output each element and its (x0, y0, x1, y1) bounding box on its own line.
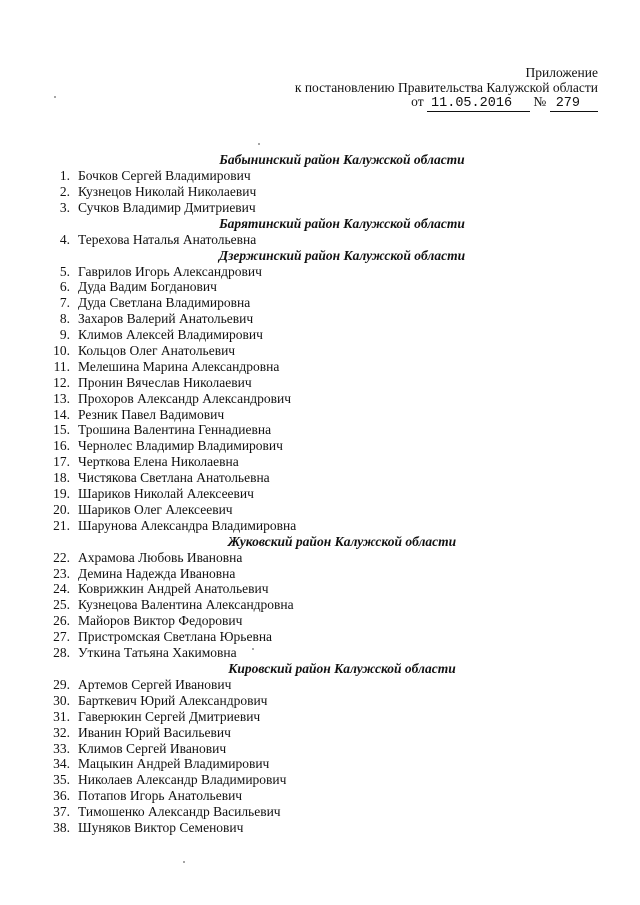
item-number: 12. (53, 374, 70, 390)
item-number: 18. (53, 470, 70, 486)
person-name: Климов Сергей Иванович (78, 740, 227, 756)
item-number: 23. (53, 565, 70, 581)
list-item (0, 550, 640, 566)
list-item (0, 502, 640, 518)
list-item (0, 454, 640, 470)
person-name: Гаврилов Игорь Александрович (78, 263, 262, 279)
person-name: Пронин Вячеслав Николаевич (78, 374, 252, 390)
list-item (0, 486, 640, 502)
list-item (0, 470, 640, 486)
district-heading: Кировский район Калужской области (228, 660, 456, 676)
list-item (0, 391, 640, 407)
list-item (0, 804, 640, 820)
list-item (0, 327, 640, 343)
district-heading: Барятинский район Калужской области (219, 215, 465, 231)
district-heading: Жуковский район Калужской области (227, 533, 457, 549)
list-item (0, 613, 640, 629)
appendix-header (295, 66, 598, 112)
date-number-line (295, 95, 598, 112)
person-name: Климов Алексей Владимирович (78, 327, 263, 343)
district-heading: Бабынинский район Калужской области (219, 152, 465, 167)
list-item (0, 232, 640, 248)
list-item (0, 597, 640, 613)
item-number: 37. (53, 804, 70, 820)
item-number: 13. (53, 390, 70, 406)
list-item (0, 725, 640, 741)
item-number: 38. (53, 819, 70, 835)
person-name: Шариков Олег Алексеевич (78, 501, 233, 517)
item-number: 15. (53, 422, 70, 438)
person-name: Потапов Игорь Анатольевич (78, 788, 243, 804)
person-name: Прохоров Александр Александрович (78, 390, 292, 406)
item-number: 26. (53, 613, 70, 629)
person-name: Мацыкин Андрей Владимирович (78, 756, 270, 772)
item-number: 17. (53, 454, 70, 470)
item-number: 3. (59, 199, 70, 215)
item-number: 21. (53, 517, 70, 533)
list-item (0, 264, 640, 280)
item-number: 31. (53, 708, 70, 724)
list-item (0, 295, 640, 311)
list-item (0, 820, 640, 836)
item-number: 30. (53, 692, 70, 708)
person-name: Гаверюкин Сергей Дмитриевич (78, 708, 261, 724)
list-item (0, 772, 640, 788)
item-number: 24. (53, 581, 70, 597)
item-number: 10. (53, 343, 70, 359)
person-name: Иванин Юрий Васильевич (78, 724, 231, 740)
list-item (0, 438, 640, 454)
scan-speck (183, 861, 185, 863)
date-prefix: от (411, 94, 424, 109)
item-number: 27. (53, 629, 70, 645)
list-item (0, 788, 640, 804)
appendix-label: Приложение (525, 65, 598, 80)
person-name: Тимошенко Александр Васильевич (78, 804, 281, 820)
item-number: 33. (53, 740, 70, 756)
item-number: 4. (59, 231, 70, 247)
scan-speck (252, 648, 254, 650)
scan-speck (54, 96, 56, 98)
person-name: Уткина Татьяна Хакимовна (78, 645, 237, 661)
person-name: Чернолес Владимир Владимирович (78, 438, 283, 454)
person-name: Кузнецова Валентина Александровна (78, 597, 294, 613)
person-name: Демина Надежда Ивановна (78, 565, 236, 581)
resolution-number: 279 (550, 96, 598, 112)
list-item (0, 279, 640, 295)
item-number: 29. (53, 676, 70, 692)
list-item (0, 311, 640, 327)
person-name: Чистякова Светлана Анатольевна (78, 470, 270, 486)
item-number: 16. (53, 438, 70, 454)
number-prefix: № (533, 94, 547, 109)
item-number: 9. (59, 327, 70, 343)
list-item (0, 407, 640, 423)
item-number: 25. (53, 597, 70, 613)
person-name: Шуняков Виктор Семенович (78, 819, 244, 835)
person-name: Черткова Елена Николаевна (78, 454, 239, 470)
list-item (0, 566, 640, 582)
item-number: 20. (53, 501, 70, 517)
item-number: 35. (53, 772, 70, 788)
item-number: 28. (53, 645, 70, 661)
list-item (0, 343, 640, 359)
item-number: 34. (53, 756, 70, 772)
person-name: Кольцов Олег Анатольевич (78, 343, 236, 359)
item-number: 5. (59, 263, 70, 279)
person-name: Терехова Наталья Анатольевна (78, 231, 257, 247)
list-item (0, 693, 640, 709)
item-number: 8. (59, 311, 70, 327)
person-name: Мелешина Марина Александровна (78, 358, 280, 374)
list-item (0, 168, 640, 184)
nominee-list (0, 152, 640, 836)
person-name: Артемов Сергей Иванович (78, 676, 232, 692)
list-item (0, 375, 640, 391)
item-number: 11. (53, 358, 70, 374)
list-item (0, 200, 640, 216)
person-name: Шариков Николай Алексеевич (78, 486, 254, 502)
list-item (0, 518, 640, 534)
list-item (0, 756, 640, 772)
list-item (0, 581, 640, 597)
list-item (0, 677, 640, 693)
person-name: Ахрамова Любовь Ивановна (78, 549, 243, 565)
resolution-date: 11.05.2016 (427, 96, 530, 112)
scan-speck (258, 143, 260, 145)
person-name: Трошина Валентина Геннадиевна (78, 422, 272, 438)
person-name: Дуда Светлана Владимировна (78, 295, 251, 311)
item-number: 36. (53, 788, 70, 804)
list-item (0, 184, 640, 200)
person-name: Захаров Валерий Анатольевич (78, 311, 254, 327)
item-number: 14. (53, 406, 70, 422)
person-name: Резник Павел Вадимович (78, 406, 225, 422)
person-name: Майоров Виктор Федорович (78, 613, 243, 629)
list-item (0, 741, 640, 757)
item-number: 6. (59, 279, 70, 295)
person-name: Бочков Сергей Владимирович (78, 168, 251, 183)
item-number: 2. (59, 183, 70, 199)
item-number: 22. (53, 549, 70, 565)
person-name: Барткевич Юрий Александрович (78, 692, 268, 708)
list-item (0, 709, 640, 725)
item-number: 1. (59, 168, 70, 183)
item-number: 32. (53, 724, 70, 740)
list-item (0, 629, 640, 645)
person-name: Дуда Вадим Богданович (78, 279, 217, 295)
person-name: Сучков Владимир Дмитриевич (78, 199, 256, 215)
person-name: Кузнецов Николай Николаевич (78, 183, 257, 199)
resolution-reference: к постановлению Правительства Калужской области (294, 79, 598, 95)
person-name: Пристромская Светлана Юрьевна (78, 629, 273, 645)
person-name: Коврижкин Андрей Анатольевич (78, 581, 269, 597)
item-number: 7. (59, 295, 70, 311)
person-name: Николаев Александр Владимирович (78, 772, 287, 788)
list-item (0, 422, 640, 438)
item-number: 19. (53, 486, 70, 502)
list-item (0, 359, 640, 375)
list-item (0, 645, 640, 661)
person-name: Шарунова Александра Владимировна (78, 517, 297, 533)
district-heading: Дзержинский район Калужской области (218, 247, 466, 263)
